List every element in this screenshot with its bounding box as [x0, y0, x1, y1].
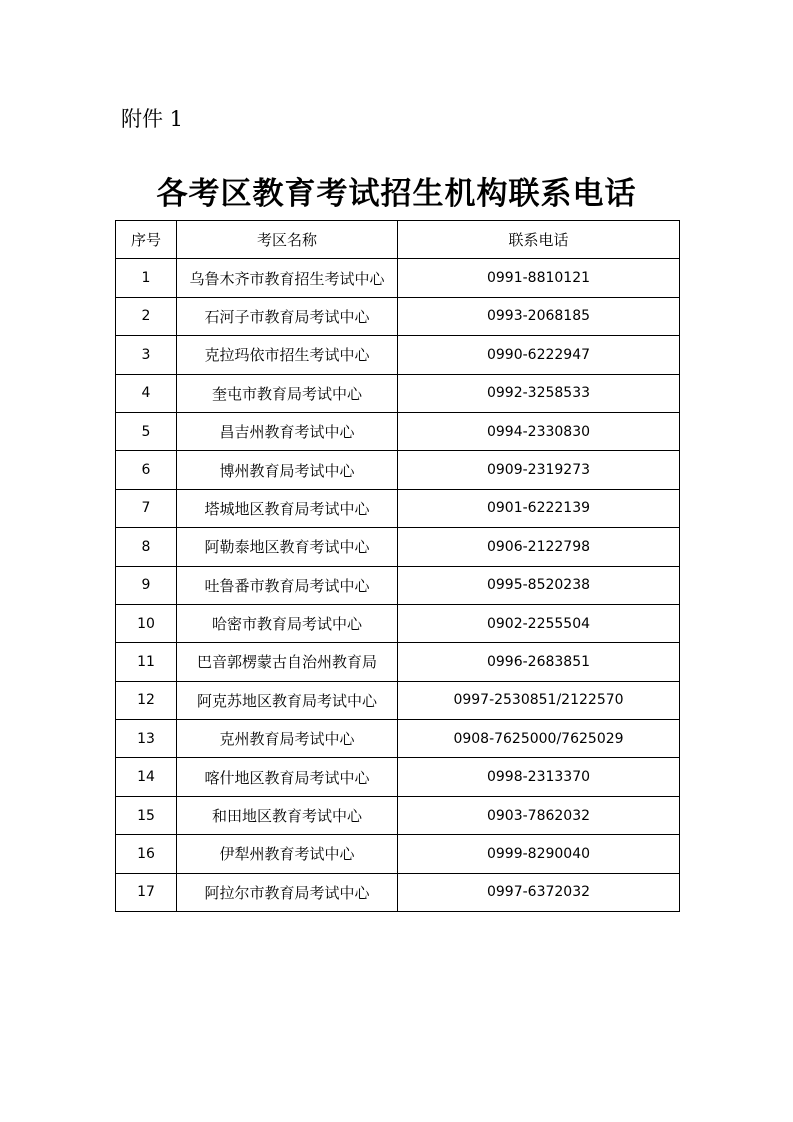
row-phone: 0996-2683851 [398, 643, 680, 681]
table-row [116, 412, 680, 450]
row-phone: 0995-8520238 [398, 566, 680, 604]
row-phone: 0902-2255504 [398, 604, 680, 642]
row-phone: 0906-2122798 [398, 528, 680, 566]
table-row [116, 451, 680, 489]
row-region-name: 博州教育局考试中心 [177, 451, 398, 489]
table-row [116, 643, 680, 681]
row-region-name: 塔城地区教育局考试中心 [177, 489, 398, 527]
row-number: 17 [116, 873, 177, 911]
row-phone: 0994-2330830 [398, 412, 680, 450]
table-row [116, 528, 680, 566]
row-region-name: 哈密市教育局考试中心 [177, 604, 398, 642]
table-body [116, 259, 680, 912]
row-phone: 0909-2319273 [398, 451, 680, 489]
table-row [116, 259, 680, 297]
row-number: 2 [116, 297, 177, 335]
row-number: 7 [116, 489, 177, 527]
row-number: 11 [116, 643, 177, 681]
row-region-name: 石河子市教育局考试中心 [177, 297, 398, 335]
contact-table [115, 220, 680, 912]
row-region-name: 喀什地区教育局考试中心 [177, 758, 398, 796]
row-phone: 0908-7625000/7625029 [398, 720, 680, 758]
table-row [116, 489, 680, 527]
row-number: 9 [116, 566, 177, 604]
row-region-name: 乌鲁木齐市教育招生考试中心 [177, 259, 398, 297]
row-number: 1 [116, 259, 177, 297]
row-region-name: 伊犁州教育考试中心 [177, 835, 398, 873]
table-row [116, 835, 680, 873]
row-number: 15 [116, 796, 177, 834]
row-region-name: 阿拉尔市教育局考试中心 [177, 873, 398, 911]
header-row [116, 221, 680, 259]
table-header [116, 221, 680, 259]
row-phone: 0999-8290040 [398, 835, 680, 873]
row-number: 3 [116, 336, 177, 374]
row-number: 16 [116, 835, 177, 873]
row-region-name: 昌吉州教育考试中心 [177, 412, 398, 450]
row-region-name: 巴音郭楞蒙古自治州教育局 [177, 643, 398, 681]
row-number: 4 [116, 374, 177, 412]
table-row [116, 374, 680, 412]
row-number: 5 [116, 412, 177, 450]
row-phone: 0990-6222947 [398, 336, 680, 374]
row-phone: 0993-2068185 [398, 297, 680, 335]
row-number: 10 [116, 604, 177, 642]
header-region-name: 考区名称 [177, 221, 398, 259]
row-phone: 0992-3258533 [398, 374, 680, 412]
row-region-name: 阿克苏地区教育局考试中心 [177, 681, 398, 719]
row-number: 13 [116, 720, 177, 758]
table-row [116, 604, 680, 642]
table-row [116, 758, 680, 796]
row-number: 12 [116, 681, 177, 719]
row-region-name: 和田地区教育考试中心 [177, 796, 398, 834]
page-title: 各考区教育考试招生机构联系电话 [156, 176, 637, 212]
row-number: 6 [116, 451, 177, 489]
row-region-name: 吐鲁番市教育局考试中心 [177, 566, 398, 604]
row-region-name: 阿勒泰地区教育考试中心 [177, 528, 398, 566]
table-row [116, 336, 680, 374]
table-row [116, 681, 680, 719]
row-phone: 0991-8810121 [398, 259, 680, 297]
row-phone: 0901-6222139 [398, 489, 680, 527]
row-phone: 0997-2530851/2122570 [398, 681, 680, 719]
table-row [116, 720, 680, 758]
row-region-name: 克拉玛依市招生考试中心 [177, 336, 398, 374]
row-number: 8 [116, 528, 177, 566]
table-row [116, 873, 680, 911]
header-phone: 联系电话 [398, 221, 680, 259]
table-row [116, 796, 680, 834]
row-phone: 0997-6372032 [398, 873, 680, 911]
header-number: 序号 [116, 221, 177, 259]
table-row [116, 566, 680, 604]
row-phone: 0903-7862032 [398, 796, 680, 834]
table-row [116, 297, 680, 335]
row-region-name: 克州教育局考试中心 [177, 720, 398, 758]
row-region-name: 奎屯市教育局考试中心 [177, 374, 398, 412]
attachment-label: 附件 1 [121, 107, 184, 131]
row-number: 14 [116, 758, 177, 796]
row-phone: 0998-2313370 [398, 758, 680, 796]
